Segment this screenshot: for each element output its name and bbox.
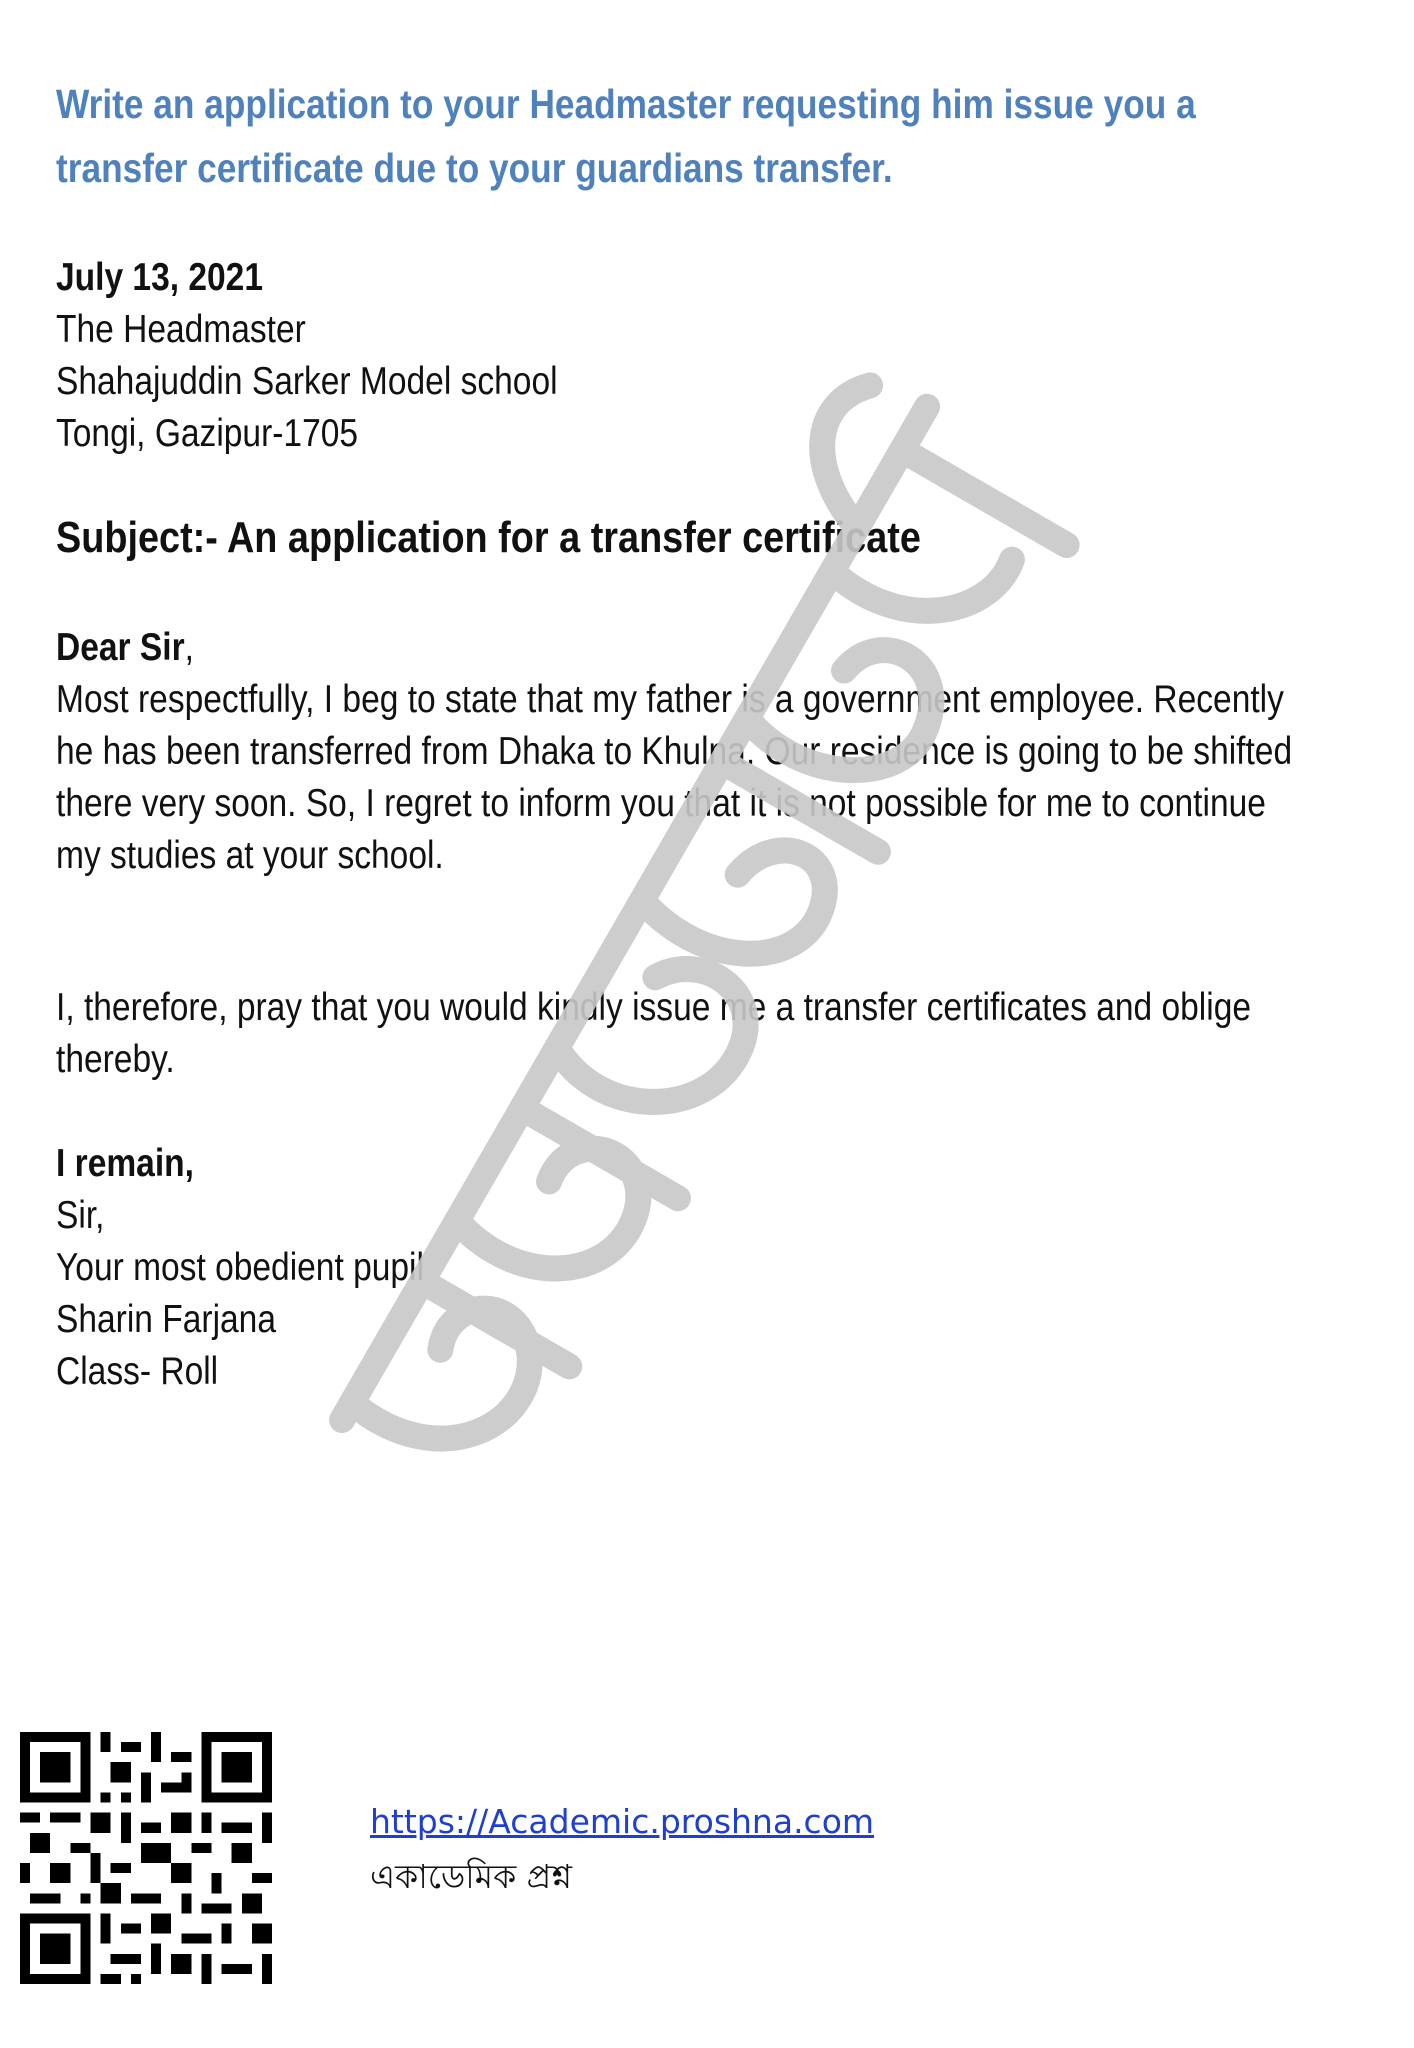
subject-text: Subject:- An application for a transfer certificate (56, 513, 921, 562)
footer (370, 1800, 874, 1904)
body-line: there very soon. So, I regret to inform you that it is not possible for me to continue (56, 782, 1266, 825)
salutation (56, 622, 1329, 674)
school-name: Shahajuddin Sarker Model school (56, 360, 558, 403)
heading-line-1: Write an application to your Headmaster requesting him issue you a (56, 81, 1196, 127)
closing-phrase: I remain, (56, 1142, 194, 1185)
address-block (56, 252, 1329, 460)
prayer-line: thereby. (56, 1038, 175, 1081)
closing-line: Class- Roll (56, 1350, 219, 1393)
site-name: একাডেমিক প্রশ্ন (370, 1857, 573, 1896)
recipient-title: The Headmaster (56, 308, 306, 351)
letter-subject (56, 510, 1329, 566)
qr-code-icon (20, 1732, 272, 1984)
prayer-line: I, therefore, pray that you would kindly issue me a transfer certificates and oblige (56, 986, 1252, 1029)
salutation-comma: , (184, 626, 194, 669)
page-heading (56, 72, 1196, 200)
school-address: Tongi, Gazipur-1705 (56, 412, 359, 455)
closing-line: Your most obedient pupil (56, 1246, 424, 1289)
letter-closing (56, 1138, 1329, 1398)
website-link[interactable]: https://Academic.proshna.com (370, 1802, 875, 1841)
body-line: he has been transferred from Dhaka to Khulna. Our residence is going to be shifted (56, 730, 1293, 773)
closing-line: Sir, (56, 1194, 105, 1237)
letter-date: July 13, 2021 (56, 256, 263, 299)
letter-prayer (56, 982, 1329, 1086)
salutation-text: Dear Sir (56, 626, 185, 669)
body-line: Most respectfully, I beg to state that my father is a government employee. Recently (56, 678, 1284, 721)
heading-line-2: transfer certificate due to your guardians transfer. (56, 145, 893, 191)
letter-body (56, 674, 1329, 882)
body-line: my studies at your school. (56, 834, 444, 877)
closing-line: Sharin Farjana (56, 1298, 276, 1341)
